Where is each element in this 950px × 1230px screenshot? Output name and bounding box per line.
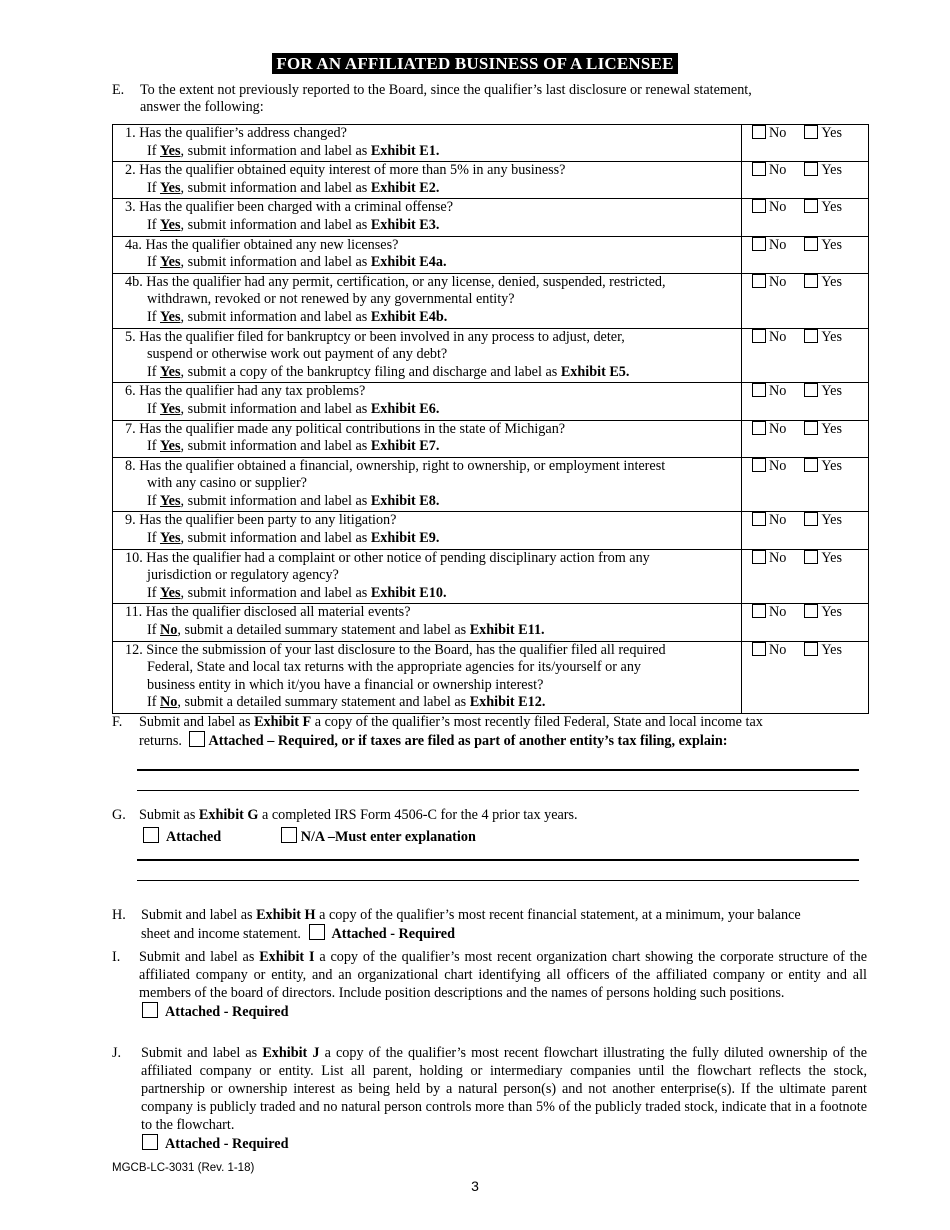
question-line: 11. Has the qualifier disclosed all material events?	[125, 604, 411, 621]
section-i	[112, 948, 867, 1021]
section-f	[112, 713, 867, 750]
option-yes[interactable]	[804, 329, 842, 347]
section-e-intro	[112, 82, 822, 116]
option-label: No	[769, 273, 787, 290]
no-checkbox[interactable]	[752, 125, 766, 139]
attached-checkbox[interactable]	[142, 1002, 158, 1018]
exhibit-label: Exhibit E10.	[370, 584, 447, 601]
text: a copy of the qualifier’s most recent financial statement, at a minimum, your balance	[315, 907, 801, 923]
attached-checkbox[interactable]	[142, 1134, 158, 1150]
question-row	[113, 125, 869, 162]
yes-checkbox[interactable]	[804, 421, 818, 435]
option-no[interactable]	[752, 642, 786, 660]
question-line: 8. Has the qualifier obtained a financial, ownership, right to ownership, or employment interest	[125, 457, 666, 474]
question-row	[113, 457, 869, 512]
attached-label: Attached - Required	[331, 926, 455, 942]
option-yes[interactable]	[804, 458, 842, 476]
no-checkbox[interactable]	[752, 604, 766, 618]
condition-keyword: Yes	[160, 400, 181, 417]
option-yes[interactable]	[804, 604, 842, 622]
condition-keyword: Yes	[160, 254, 181, 271]
question-condition	[119, 217, 741, 235]
section-h-text	[141, 906, 867, 943]
section-label: I.	[112, 949, 121, 965]
condition-text: If	[147, 400, 160, 417]
question-line: 7. Has the qualifier made any political contributions in the state of Michigan?	[125, 420, 566, 437]
section-i-text	[139, 948, 867, 1002]
condition-keyword: Yes	[160, 492, 181, 509]
answer-options-cell	[742, 125, 869, 162]
text: Submit and label as	[139, 714, 255, 730]
text: Submit as	[139, 807, 199, 823]
exhibit-label: Exhibit J	[262, 1045, 320, 1061]
text: Submit and label as	[141, 907, 257, 923]
answer-options-cell	[742, 383, 869, 420]
option-no[interactable]	[752, 329, 786, 347]
condition-text: If	[147, 438, 160, 455]
text: a copy of the qualifier’s most recently filed Federal, State and local income tax	[311, 714, 763, 730]
option-label: No	[769, 641, 787, 658]
option-label: No	[769, 383, 787, 400]
condition-text: , submit information and label as	[180, 179, 371, 196]
question-condition	[119, 180, 741, 198]
no-checkbox[interactable]	[752, 642, 766, 656]
condition-text: If	[147, 694, 160, 711]
option-label: No	[769, 457, 787, 474]
attached-label: Attached	[166, 829, 222, 845]
na-label: N/A –Must enter explanation	[300, 829, 476, 845]
question-condition	[119, 493, 741, 511]
condition-text: If	[147, 216, 160, 233]
condition-text: If	[147, 308, 160, 325]
condition-keyword-wrap	[160, 254, 181, 270]
question-line: 2. Has the qualifier obtained equity interest of more than 5% in any business?	[125, 162, 566, 179]
text: sheet and income statement.	[141, 926, 301, 942]
option-label: Yes	[821, 512, 842, 529]
section-g	[112, 806, 867, 846]
question-line: suspend or otherwise work out payment of any debt?	[147, 346, 448, 363]
condition-text: If	[147, 530, 160, 547]
question-text-cell	[113, 199, 742, 236]
section-i-attach	[139, 1002, 867, 1021]
option-no[interactable]	[752, 125, 786, 143]
option-label: Yes	[821, 420, 842, 437]
option-yes[interactable]	[804, 512, 842, 530]
exhibit-label: Exhibit E7.	[370, 438, 440, 455]
section-label: G.	[112, 807, 126, 823]
condition-text: , submit information and label as	[180, 308, 371, 325]
condition-text: , submit information and label as	[180, 438, 371, 455]
condition-text: , submit a detailed summary statement and label as	[177, 622, 470, 639]
question-line: 5. Has the qualifier filed for bankruptcy or been involved in any process to adjust, deter,	[125, 328, 625, 345]
page-banner	[0, 54, 950, 74]
no-checkbox[interactable]	[752, 458, 766, 472]
condition-text: If	[147, 492, 160, 509]
na-checkbox[interactable]	[281, 827, 297, 843]
answer-options-cell	[742, 199, 869, 236]
section-label: F.	[112, 714, 123, 730]
answer-options-cell	[742, 236, 869, 273]
yes-checkbox[interactable]	[804, 125, 818, 139]
yes-checkbox[interactable]	[804, 274, 818, 288]
answer-options-cell	[742, 604, 869, 641]
condition-text: If	[147, 622, 160, 639]
condition-text: , submit information and label as	[180, 530, 371, 547]
option-yes[interactable]	[804, 421, 842, 439]
condition-text: If	[147, 363, 160, 380]
option-label: No	[769, 420, 787, 437]
yes-checkbox[interactable]	[804, 642, 818, 656]
question-text-cell	[113, 236, 742, 273]
question-line: 12. Since the submission of your last disclosure to the Board, has the qualifier filed all required	[125, 641, 666, 658]
condition-keyword-wrap	[160, 493, 181, 509]
attached-label: Attached - Required	[165, 1136, 289, 1152]
exhibit-label: Exhibit H	[256, 907, 316, 923]
option-yes[interactable]	[804, 199, 842, 217]
no-checkbox[interactable]	[752, 512, 766, 526]
answer-options-cell	[742, 273, 869, 328]
exhibit-label: Exhibit E4a.	[370, 254, 447, 271]
question-condition	[119, 143, 741, 161]
question-line: 6. Has the qualifier had any tax problems?	[125, 383, 366, 400]
condition-keyword-wrap	[160, 217, 181, 233]
yes-checkbox[interactable]	[804, 550, 818, 564]
questions-table	[112, 124, 869, 714]
question-text-cell	[113, 328, 742, 383]
exhibit-label: Exhibit E12.	[469, 694, 546, 711]
question-line: 9. Has the qualifier been party to any litigation?	[125, 512, 397, 529]
question-text-cell	[113, 604, 742, 641]
yes-checkbox[interactable]	[804, 329, 818, 343]
option-yes[interactable]	[804, 162, 842, 180]
question-text-cell	[113, 549, 742, 604]
attached-checkbox[interactable]	[143, 827, 159, 843]
option-no[interactable]	[752, 237, 786, 255]
exhibit-label: Exhibit E1.	[370, 142, 440, 159]
condition-text: , submit information and label as	[180, 400, 371, 417]
condition-keyword-wrap	[160, 622, 177, 638]
condition-keyword: Yes	[160, 530, 181, 547]
answer-options-cell	[742, 420, 869, 457]
option-label: Yes	[821, 236, 842, 253]
answer-options-cell	[742, 512, 869, 549]
exhibit-label: Exhibit I	[259, 949, 315, 965]
text: Submit and label as	[141, 1045, 263, 1061]
question-row	[113, 328, 869, 383]
exhibit-label: Exhibit E9.	[370, 530, 440, 547]
yes-checkbox[interactable]	[804, 604, 818, 618]
section-label: J.	[112, 1045, 122, 1061]
condition-text: , submit information and label as	[180, 584, 371, 601]
question-text-cell	[113, 457, 742, 512]
option-yes[interactable]	[804, 383, 842, 401]
exhibit-label: Exhibit E2.	[370, 179, 440, 196]
option-label: No	[769, 236, 787, 253]
condition-text: , submit a copy of the bankruptcy filing and discharge and label as	[180, 363, 561, 380]
question-line: 4b. Has the qualifier had any permit, certification, or any license, denied, suspended, restricted,	[125, 273, 666, 290]
condition-keyword-wrap	[160, 180, 181, 196]
section-j-attach	[139, 1134, 867, 1153]
question-text-cell	[113, 383, 742, 420]
text: a copy of the qualifier’s most recent organization chart showing the corporate structure of the affiliated company or entity, and an organizational chart identifying all officers of the affiliated company or entity and all members of the board of directors. Include position descriptions and the names of persons holding such positions.	[139, 949, 867, 1001]
answer-options-cell	[742, 162, 869, 199]
question-row	[113, 549, 869, 604]
question-row	[113, 383, 869, 420]
no-checkbox[interactable]	[752, 329, 766, 343]
condition-text: , submit information and label as	[180, 492, 371, 509]
condition-text: If	[147, 142, 160, 159]
section-j-text	[141, 1044, 867, 1134]
intro-line: answer the following:	[140, 99, 264, 115]
yes-checkbox[interactable]	[804, 237, 818, 251]
intro-line: To the extent not previously reported to the Board, since the qualifier’s last disclosure or renewal statement,	[140, 82, 752, 98]
condition-keyword: Yes	[160, 142, 181, 159]
no-checkbox[interactable]	[752, 162, 766, 176]
condition-keyword-wrap	[160, 364, 181, 380]
condition-text: If	[147, 179, 160, 196]
condition-keyword: No	[160, 694, 178, 711]
section-j	[112, 1044, 867, 1153]
option-no[interactable]	[752, 199, 786, 217]
exhibit-label: Exhibit E6.	[370, 400, 440, 417]
no-checkbox[interactable]	[752, 199, 766, 213]
option-no[interactable]	[752, 274, 786, 292]
condition-keyword: Yes	[160, 584, 181, 601]
text: Submit and label as	[139, 949, 260, 965]
option-yes[interactable]	[804, 125, 842, 143]
answer-line[interactable]	[137, 769, 859, 771]
no-checkbox[interactable]	[752, 274, 766, 288]
question-condition	[119, 254, 741, 272]
question-line: 3. Has the qualifier been charged with a criminal offense?	[125, 199, 454, 216]
text: returns.	[139, 733, 182, 749]
condition-text: If	[147, 584, 160, 601]
condition-keyword-wrap	[160, 309, 181, 325]
question-line: Federal, State and local tax returns with the appropriate agencies for its/yourself or any	[147, 659, 642, 676]
attached-checkbox[interactable]	[309, 924, 325, 940]
exhibit-label: Exhibit G	[198, 807, 259, 823]
section-h	[112, 906, 867, 943]
condition-keyword-wrap	[160, 530, 181, 546]
exhibit-label: Exhibit E3.	[370, 216, 440, 233]
option-yes[interactable]	[804, 550, 842, 568]
question-row	[113, 420, 869, 457]
question-line: 10. Has the qualifier had a complaint or other notice of pending disciplinary action from any	[125, 549, 650, 566]
question-line: 4a. Has the qualifier obtained any new licenses?	[125, 236, 399, 253]
attached-checkbox[interactable]	[189, 731, 205, 747]
condition-text: , submit information and label as	[180, 254, 371, 271]
option-yes[interactable]	[804, 642, 842, 660]
question-row	[113, 162, 869, 199]
option-no[interactable]	[752, 458, 786, 476]
question-condition	[119, 364, 741, 382]
question-row	[113, 512, 869, 549]
option-label: Yes	[821, 162, 842, 179]
condition-keyword: Yes	[160, 308, 181, 325]
answer-line[interactable]	[137, 790, 859, 791]
condition-keyword: No	[160, 622, 178, 639]
option-label: Yes	[821, 604, 842, 621]
condition-keyword: Yes	[160, 363, 181, 380]
question-line: 1. Has the qualifier’s address changed?	[125, 125, 347, 141]
condition-text: , submit information and label as	[180, 216, 371, 233]
no-checkbox[interactable]	[752, 550, 766, 564]
answer-options-cell	[742, 457, 869, 512]
condition-keyword-wrap	[160, 585, 181, 601]
option-label: Yes	[821, 641, 842, 658]
condition-keyword: Yes	[160, 216, 181, 233]
no-checkbox[interactable]	[752, 383, 766, 397]
yes-checkbox[interactable]	[804, 458, 818, 472]
no-checkbox[interactable]	[752, 237, 766, 251]
answer-line[interactable]	[137, 859, 859, 861]
option-label: No	[769, 199, 787, 216]
question-line: business entity in which it/you have a financial or ownership interest?	[147, 676, 544, 693]
option-label: Yes	[821, 383, 842, 400]
question-condition	[119, 585, 741, 603]
question-condition	[119, 438, 741, 456]
option-label: Yes	[821, 457, 842, 474]
option-no[interactable]	[752, 162, 786, 180]
question-condition	[119, 401, 741, 419]
attached-label: Attached - Required	[165, 1004, 289, 1020]
question-text-cell	[113, 125, 742, 162]
exhibit-label: Exhibit F	[254, 714, 312, 730]
option-label: Yes	[821, 199, 842, 216]
option-label: Yes	[821, 125, 842, 141]
option-no[interactable]	[752, 512, 786, 530]
section-label: E.	[112, 82, 125, 98]
answer-options-cell	[742, 641, 869, 713]
condition-text: , submit a detailed summary statement and label as	[177, 694, 470, 711]
option-label: Yes	[821, 273, 842, 290]
condition-keyword-wrap	[160, 401, 181, 417]
yes-checkbox[interactable]	[804, 162, 818, 176]
option-yes[interactable]	[804, 274, 842, 292]
answer-options-cell	[742, 328, 869, 383]
question-condition	[119, 309, 741, 327]
yes-checkbox[interactable]	[804, 512, 818, 526]
answer-options-cell	[742, 549, 869, 604]
text: a completed IRS Form 4506-C for the 4 prior tax years.	[258, 807, 578, 823]
option-no[interactable]	[752, 421, 786, 439]
question-text-cell	[113, 512, 742, 549]
option-label: Yes	[821, 549, 842, 566]
option-no[interactable]	[752, 604, 786, 622]
condition-keyword: Yes	[160, 179, 181, 196]
question-text-cell	[113, 420, 742, 457]
option-yes[interactable]	[804, 237, 842, 255]
option-no[interactable]	[752, 550, 786, 568]
form-id: MGCB-LC-3031 (Rev. 1-18)	[112, 1162, 255, 1174]
answer-line[interactable]	[137, 880, 859, 881]
attached-label: Attached – Required, or if taxes are filed as part of another entity’s tax filing, explain:	[208, 733, 728, 749]
option-label: Yes	[821, 328, 842, 345]
yes-checkbox[interactable]	[804, 199, 818, 213]
question-line: withdrawn, revoked or not renewed by any governmental entity?	[147, 291, 515, 308]
question-row	[113, 199, 869, 236]
option-label: No	[769, 125, 787, 141]
question-row	[113, 273, 869, 328]
question-line: jurisdiction or regulatory agency?	[147, 567, 339, 584]
section-f-text	[139, 713, 867, 750]
yes-checkbox[interactable]	[804, 383, 818, 397]
question-text-cell	[113, 162, 742, 199]
condition-keyword-wrap	[160, 143, 181, 159]
question-text-cell	[113, 641, 742, 713]
option-no[interactable]	[752, 383, 786, 401]
question-line: with any casino or supplier?	[147, 475, 307, 492]
condition-keyword-wrap	[160, 694, 177, 710]
question-condition	[119, 694, 741, 712]
option-label: No	[769, 328, 787, 345]
question-condition	[119, 530, 741, 548]
option-label: No	[769, 549, 787, 566]
exhibit-label: Exhibit E4b.	[370, 308, 448, 325]
question-row	[113, 236, 869, 273]
section-g-text	[139, 806, 867, 846]
question-text-cell	[113, 273, 742, 328]
option-label: No	[769, 512, 787, 529]
no-checkbox[interactable]	[752, 421, 766, 435]
exhibit-label: Exhibit E11.	[469, 622, 545, 639]
question-row	[113, 604, 869, 641]
option-label: No	[769, 604, 787, 621]
banner-title: FOR AN AFFILIATED BUSINESS OF A LICENSEE	[272, 53, 677, 74]
condition-text: If	[147, 254, 160, 271]
page-number: 3	[471, 1178, 479, 1194]
exhibit-label: Exhibit E5.	[560, 363, 630, 380]
question-condition	[119, 622, 741, 640]
option-label: No	[769, 162, 787, 179]
condition-keyword: Yes	[160, 438, 181, 455]
condition-text: , submit information and label as	[180, 142, 371, 159]
text: a copy of the qualifier’s most recent flowchart illustrating the fully diluted ownership of the affiliated company or entity. List all parent, holding or intermediary companies until the flowchart reflects the stock, partnership or ownership interest as being held by a natural person(s) and not another enterprise(s). If the ultimate parent company is publicly traded and no natural person controls more than 5% of the publicly traded stock, indicate that in a footnote to the flowchart.	[141, 1045, 868, 1133]
question-row	[113, 641, 869, 713]
exhibit-label: Exhibit E8.	[370, 492, 440, 509]
section-label: H.	[112, 907, 126, 923]
condition-keyword-wrap	[160, 438, 181, 454]
